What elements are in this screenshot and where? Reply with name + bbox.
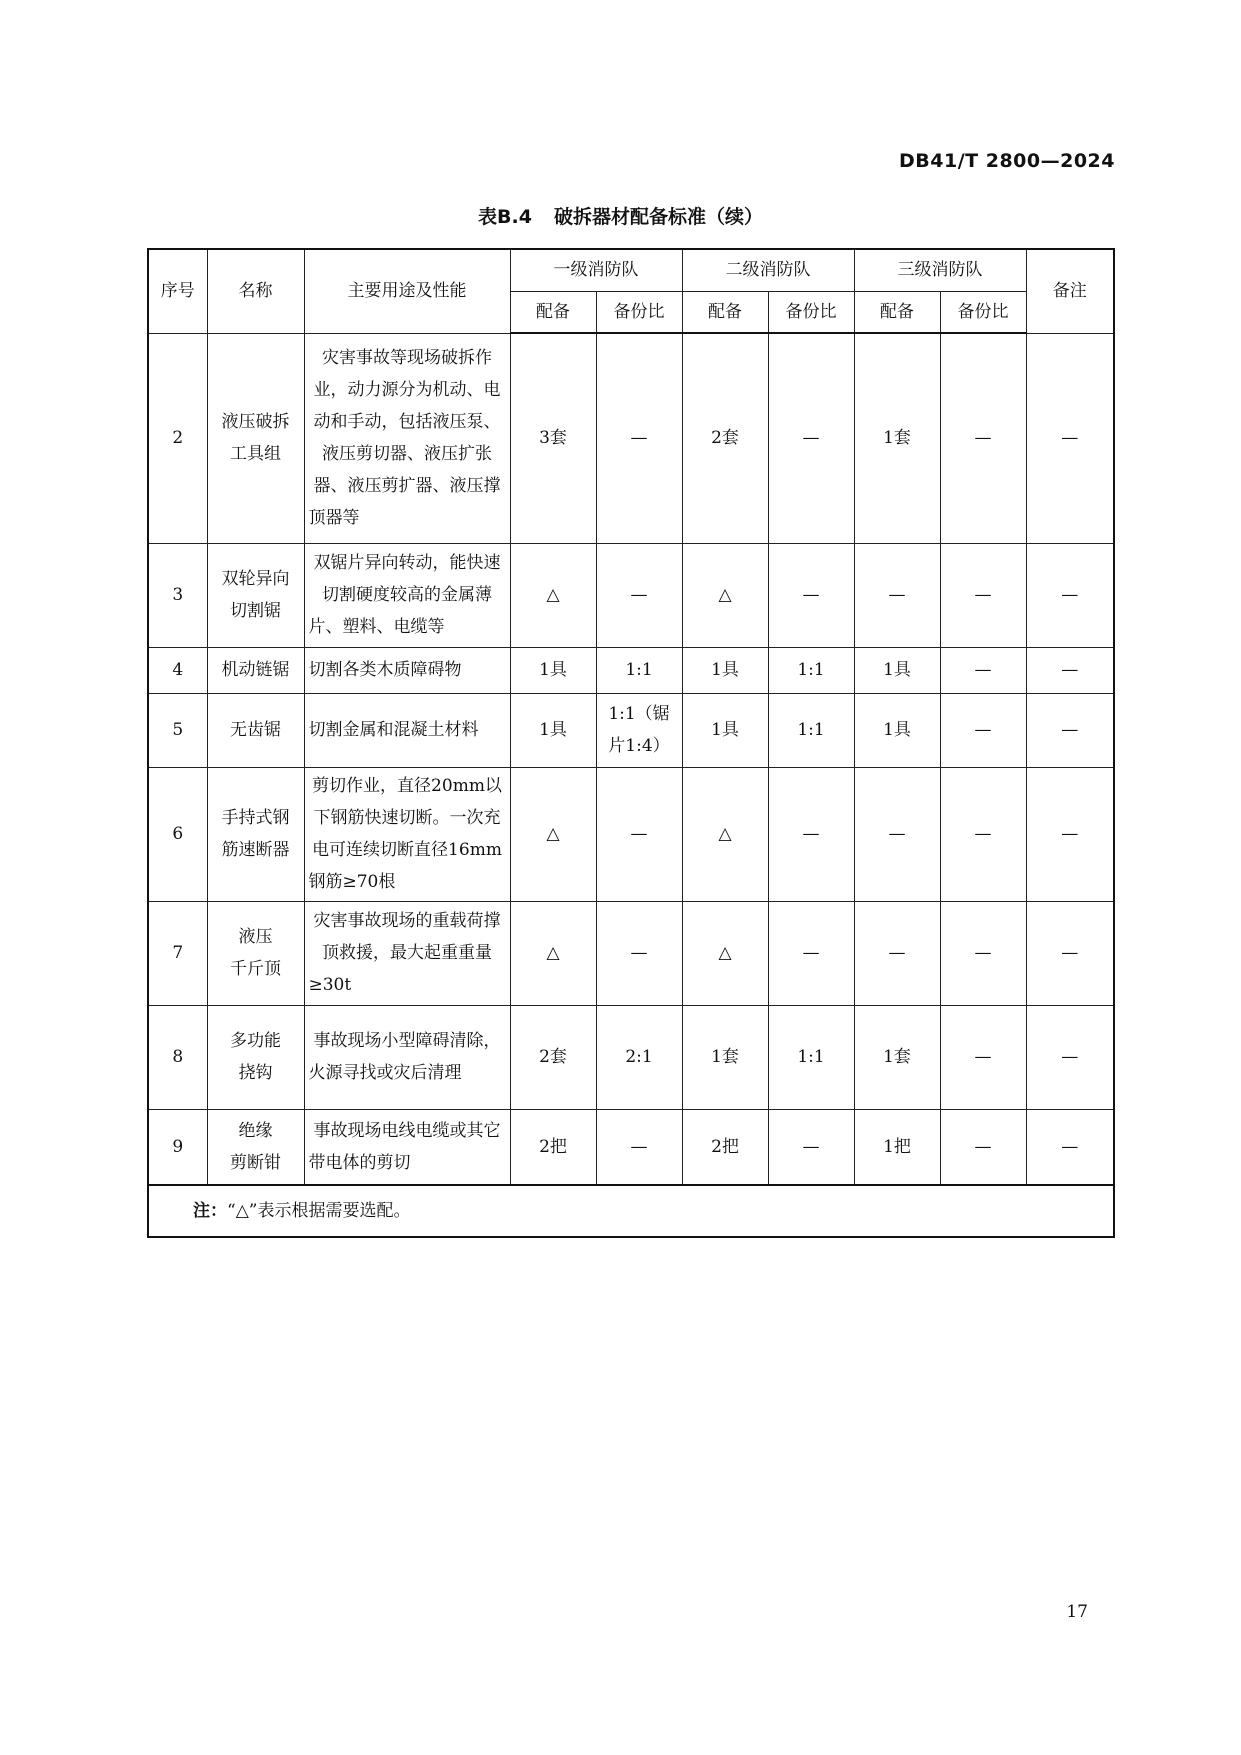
cell-use: 双锯片异向转动，能快速切割硬度较高的金属薄片、塑料、电缆等 <box>304 543 510 647</box>
equipment-standard-table <box>147 248 1115 1238</box>
cell-l2-equip: 1具 <box>682 693 768 767</box>
cell-l1-ratio: — <box>596 767 682 901</box>
cell-seq: 5 <box>148 693 207 767</box>
name-line: 绝缘 <box>238 1120 273 1141</box>
table-row <box>148 647 1114 693</box>
cell-l3-equip: 1套 <box>854 333 940 543</box>
table-id: 表B.4 <box>478 206 532 228</box>
cell-name <box>207 1109 304 1185</box>
name-line: 液压 <box>238 927 273 947</box>
cell-l1-ratio: 1:1（锯片1:4） <box>596 693 682 767</box>
cell-l1-ratio: — <box>596 1109 682 1185</box>
name-line: 筋速断器 <box>221 840 290 860</box>
cell-l2-ratio: 1:1 <box>768 1005 854 1109</box>
table-row <box>148 767 1114 901</box>
cell-l3-equip: 1把 <box>854 1109 940 1185</box>
table-row <box>148 543 1114 647</box>
name-line: 切割锯 <box>230 601 281 621</box>
cell-l1-equip: 3套 <box>510 333 596 543</box>
header-seq: 序号 <box>148 249 207 333</box>
cell-l2-equip: △ <box>682 543 768 647</box>
cell-seq: 8 <box>148 1005 207 1109</box>
cell-remarks: — <box>1026 647 1114 693</box>
table-row <box>148 693 1114 767</box>
cell-l1-equip: △ <box>510 901 596 1005</box>
header-use: 主要用途及性能 <box>304 249 510 333</box>
cell-l1-equip: △ <box>510 767 596 901</box>
cell-l1-ratio: — <box>596 543 682 647</box>
cell-seq: 6 <box>148 767 207 901</box>
cell-l1-equip: 2套 <box>510 1005 596 1109</box>
cell-l3-ratio: — <box>940 1109 1026 1185</box>
header-remarks: 备注 <box>1026 249 1114 333</box>
header-l3-ratio: 备份比 <box>940 291 1026 333</box>
header-level2: 二级消防队 <box>682 249 854 291</box>
cell-use: 事故现场电线电缆或其它带电体的剪切 <box>304 1109 510 1185</box>
cell-l2-equip: 2套 <box>682 333 768 543</box>
cell-l2-ratio: 1:1 <box>768 693 854 767</box>
cell-l1-equip: 1具 <box>510 647 596 693</box>
cell-name <box>207 693 304 767</box>
document-code: DB41/T 2800—2024 <box>899 150 1115 172</box>
cell-use: 事故现场小型障碍清除，火源寻找或灾后清理 <box>304 1005 510 1109</box>
cell-remarks: — <box>1026 1005 1114 1109</box>
cell-l3-ratio: — <box>940 901 1026 1005</box>
cell-l3-ratio: — <box>940 1005 1026 1109</box>
table-row <box>148 1005 1114 1109</box>
cell-name <box>207 543 304 647</box>
cell-l3-equip: — <box>854 543 940 647</box>
header-l1-equip: 配备 <box>510 291 596 333</box>
table-row <box>148 901 1114 1005</box>
cell-l3-equip: 1套 <box>854 1005 940 1109</box>
cell-l1-ratio: — <box>596 333 682 543</box>
cell-l3-ratio: — <box>940 647 1026 693</box>
cell-l1-equip: △ <box>510 543 596 647</box>
header-level3: 三级消防队 <box>854 249 1026 291</box>
header-name: 名称 <box>207 249 304 333</box>
cell-l3-equip: 1具 <box>854 647 940 693</box>
page-number: 17 <box>1066 1602 1088 1622</box>
cell-l3-equip: 1具 <box>854 693 940 767</box>
cell-name <box>207 901 304 1005</box>
cell-name <box>207 647 304 693</box>
cell-l2-equip: △ <box>682 767 768 901</box>
cell-l2-equip: △ <box>682 901 768 1005</box>
name-line: 千斤顶 <box>230 959 281 979</box>
cell-l3-ratio: — <box>940 333 1026 543</box>
note-text: “△”表示根据需要选配。 <box>227 1201 411 1221</box>
cell-name <box>207 767 304 901</box>
cell-l2-ratio: — <box>768 901 854 1005</box>
header-l3-equip: 配备 <box>854 291 940 333</box>
cell-l2-equip: 1套 <box>682 1005 768 1109</box>
cell-l2-equip: 2把 <box>682 1109 768 1185</box>
name-line: 挠钩 <box>238 1063 273 1083</box>
name-line: 工具组 <box>230 444 281 464</box>
header-l1-ratio: 备份比 <box>596 291 682 333</box>
name-line: 双轮异向 <box>221 569 290 589</box>
table-title <box>0 202 1241 229</box>
cell-remarks: — <box>1026 333 1114 543</box>
cell-l1-ratio: 2:1 <box>596 1005 682 1109</box>
name-line: 多功能 <box>230 1031 281 1051</box>
cell-l1-ratio: — <box>596 901 682 1005</box>
note-label: 注： <box>193 1201 227 1221</box>
cell-l2-ratio: — <box>768 333 854 543</box>
cell-l2-ratio: — <box>768 1109 854 1185</box>
cell-use: 剪切作业，直径20mm以下钢筋快速切断。一次充电可连续切断直径16mm钢筋≥70根 <box>304 767 510 901</box>
cell-l1-ratio: 1:1 <box>596 647 682 693</box>
cell-name <box>207 1005 304 1109</box>
cell-remarks: — <box>1026 693 1114 767</box>
table-note <box>148 1185 1114 1237</box>
name-line: 无齿锯 <box>230 720 281 740</box>
cell-use: 灾害事故现场的重载荷撑顶救援，最大起重重量≥30t <box>304 901 510 1005</box>
cell-seq: 2 <box>148 333 207 543</box>
cell-l2-equip: 1具 <box>682 647 768 693</box>
table-row <box>148 333 1114 543</box>
name-line: 机动链锯 <box>221 660 290 680</box>
cell-remarks: — <box>1026 1109 1114 1185</box>
cell-l3-ratio: — <box>940 767 1026 901</box>
cell-use: 切割各类木质障碍物 <box>304 647 510 693</box>
cell-remarks: — <box>1026 767 1114 901</box>
table-body <box>148 333 1114 1185</box>
header-level1: 一级消防队 <box>510 249 682 291</box>
cell-seq: 9 <box>148 1109 207 1185</box>
table-title-text: 破拆器材配备标准（续） <box>553 206 763 228</box>
table-row <box>148 1109 1114 1185</box>
cell-l2-ratio: — <box>768 543 854 647</box>
cell-name <box>207 333 304 543</box>
cell-l1-equip: 2把 <box>510 1109 596 1185</box>
cell-use: 切割金属和混凝土材料 <box>304 693 510 767</box>
header-l2-equip: 配备 <box>682 291 768 333</box>
cell-l2-ratio: 1:1 <box>768 647 854 693</box>
header-l2-ratio: 备份比 <box>768 291 854 333</box>
name-line: 液压破拆 <box>221 412 290 432</box>
cell-seq: 4 <box>148 647 207 693</box>
name-line: 剪断钳 <box>230 1152 281 1173</box>
cell-l3-equip: — <box>854 767 940 901</box>
cell-l3-equip: — <box>854 901 940 1005</box>
cell-l3-ratio: — <box>940 543 1026 647</box>
cell-seq: 7 <box>148 901 207 1005</box>
cell-seq: 3 <box>148 543 207 647</box>
cell-l3-ratio: — <box>940 693 1026 767</box>
name-line: 手持式钢 <box>221 808 290 828</box>
cell-remarks: — <box>1026 901 1114 1005</box>
cell-use: 灾害事故等现场破拆作业，动力源分为机动、电动和手动，包括液压泵、液压剪切器、液压扩张器、液压剪扩器、液压撑顶器等 <box>304 333 510 543</box>
cell-remarks: — <box>1026 543 1114 647</box>
cell-l1-equip: 1具 <box>510 693 596 767</box>
cell-l2-ratio: — <box>768 767 854 901</box>
